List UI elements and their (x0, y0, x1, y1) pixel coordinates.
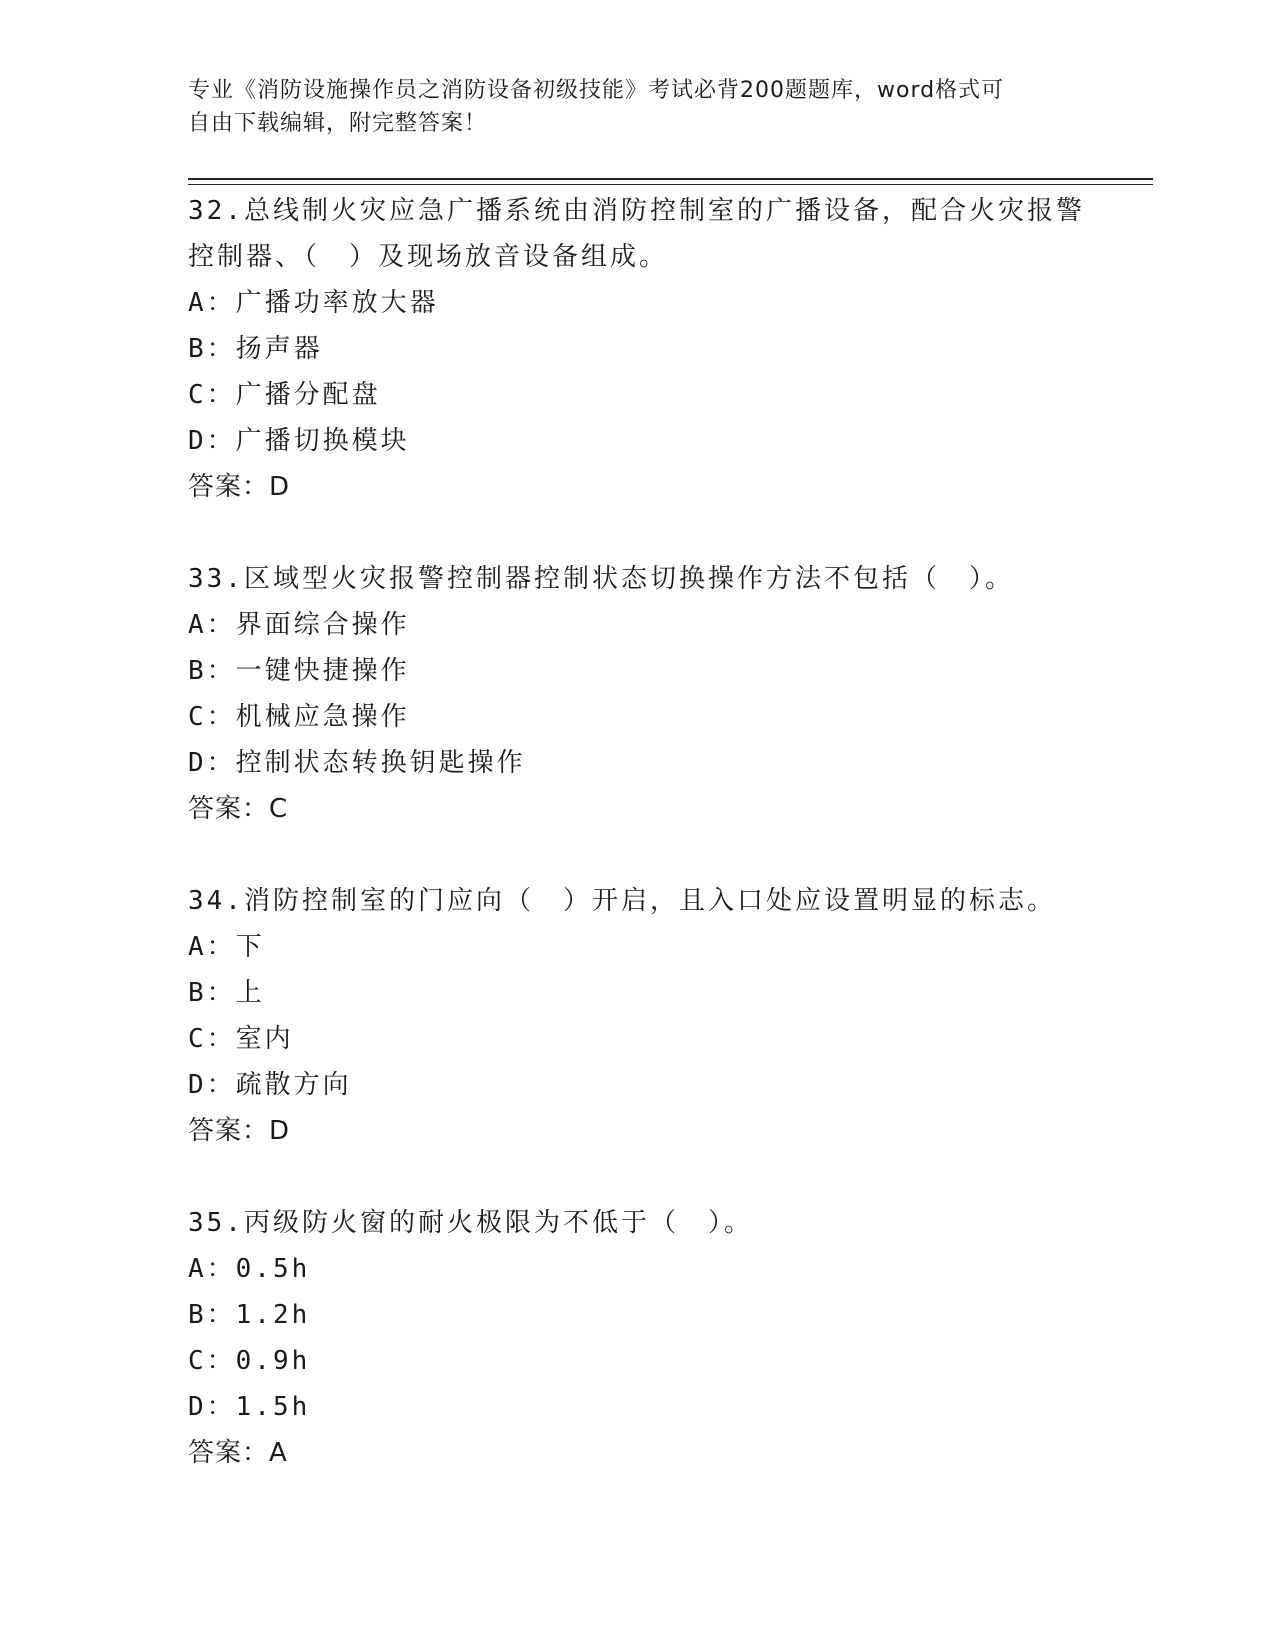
answer-line: 答案：C (188, 794, 289, 824)
question-stem: 33.区域型火灾报警控制器控制状态切换操作方法不包括（ ）。 (188, 564, 1014, 594)
question-stem: 34.消防控制室的门应向（ ）开启，且入口处应设置明显的标志。 (188, 886, 1056, 916)
option-c: C：机械应急操作 (188, 702, 410, 732)
option-b: B：1.2h (188, 1300, 311, 1330)
answer-line: 答案：D (188, 472, 291, 502)
option-a: A：0.5h (188, 1254, 311, 1284)
option-c: C：广播分配盘 (188, 380, 381, 410)
question-spacer (188, 510, 1088, 556)
option-c: C：室内 (188, 1024, 294, 1054)
question-stem: 35.丙级防火窗的耐火极限为不低于（ ）。 (188, 1208, 753, 1238)
header-divider-thin (188, 184, 1153, 185)
option-c: C：0.9h (188, 1346, 311, 1376)
question-list (188, 188, 1088, 1476)
option-d: D：控制状态转换钥匙操作 (188, 748, 526, 778)
option-a: A：下 (188, 932, 265, 962)
option-b: B：上 (188, 978, 265, 1008)
document-header (188, 74, 1088, 140)
option-d: D：疏散方向 (188, 1070, 352, 1100)
option-a: A：广播功率放大器 (188, 288, 439, 318)
question-stem: 32.总线制火灾应急广播系统由消防控制室的广播设备，配合火灾报警 (188, 196, 1085, 226)
header-line-1: 专业《消防设施操作员之消防设备初级技能》考试必背200题题库，word格式可 (188, 78, 1005, 103)
answer-line: 答案：A (188, 1438, 288, 1468)
question-spacer (188, 1154, 1088, 1200)
question-stem-continued: 控制器、（ ）及现场放音设备组成。 (188, 242, 669, 272)
answer-line: 答案：D (188, 1116, 291, 1146)
option-b: B：扬声器 (188, 334, 323, 364)
question-32 (188, 188, 1088, 510)
question-34 (188, 878, 1088, 1154)
question-33 (188, 556, 1088, 832)
option-a: A：界面综合操作 (188, 610, 410, 640)
header-line-2: 自由下载编辑，附完整答案！ (188, 111, 488, 136)
option-d: D：广播切换模块 (188, 426, 410, 456)
question-35 (188, 1200, 1088, 1476)
question-spacer (188, 832, 1088, 878)
option-d: D：1.5h (188, 1392, 311, 1422)
header-divider-thick (188, 178, 1153, 180)
option-b: B：一键快捷操作 (188, 656, 410, 686)
